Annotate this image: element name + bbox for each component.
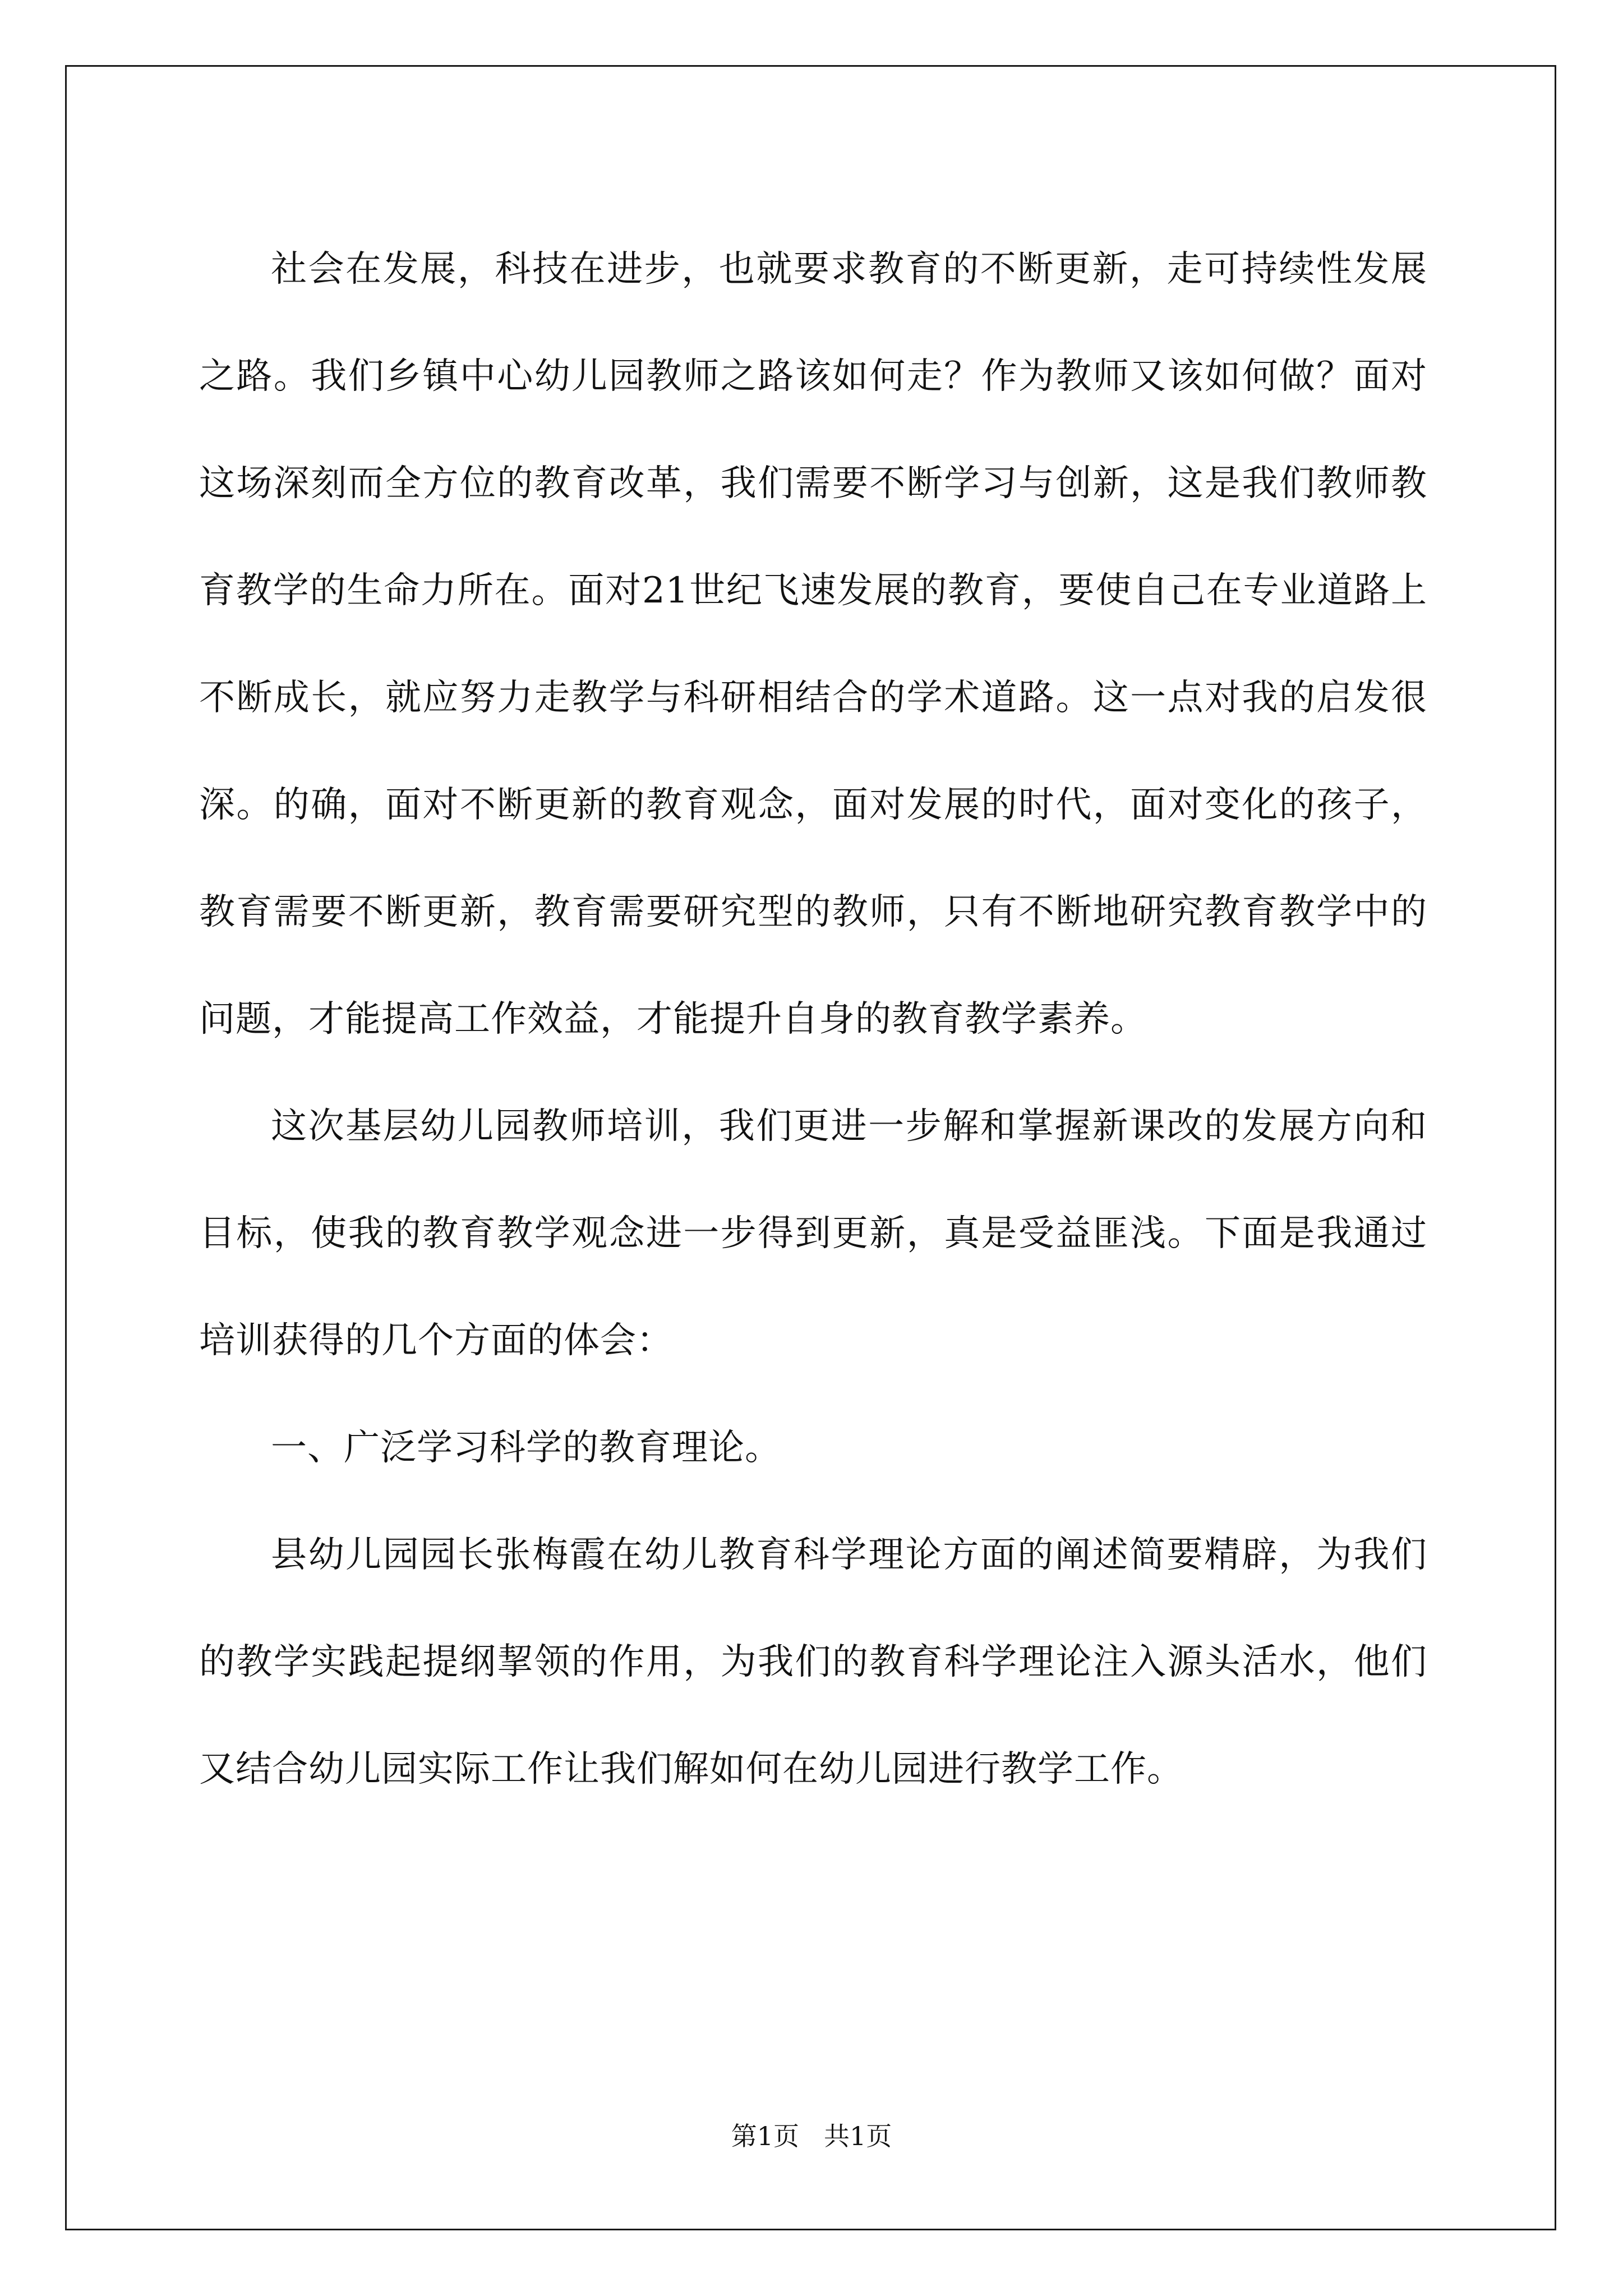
page-number-current: 第1页 bbox=[731, 2121, 800, 2151]
paragraph: 社会在发展，科技在进步，也就要求教育的不断更新，走可持续性发展之路。我们乡镇中心幼儿园教师之路该如何走？作为教师又该如何做？面对这场深刻而全方位的教育改革，我们需要不断学习与创新，这是我们教师教育教学的生命力所在。面对21世纪飞速发展的教育，要使自己在专业道路上不断成长，就应努力走教学与科研相结合的学术道路。这一点对我的启发很深。的确，面对不断更新的教育观念，面对发展的时代，面对变化的孩子，教育需要不断更新，教育需要研究型的教师，只有不断地研究教育教学中的问题，才能提高工作效益，才能提升自身的教育教学素养。 bbox=[199, 249, 1427, 1040]
document-body bbox=[199, 216, 1427, 1823]
paragraph: 这次基层幼儿园教师培训，我们更进一步解和掌握新课改的发展方向和目标，使我的教育教学观念进一步得到更新，真是受益匪浅。下面是我通过培训获得的几个方面的体会： bbox=[199, 1106, 1427, 1361]
section-heading: 一、广泛学习科学的教育理论。 bbox=[271, 1427, 781, 1469]
page-footer bbox=[0, 2119, 1623, 2153]
page-number-total: 共1页 bbox=[823, 2121, 892, 2151]
paragraph: 县幼儿园园长张梅霞在幼儿教育科学理论方面的阐述简要精辟，为我们的教学实践起提纲挈领的作用，为我们的教育科学理论注入源头活水，他们又结合幼儿园实际工作让我们解如何在幼儿园进行教学工作。 bbox=[199, 1534, 1427, 1790]
